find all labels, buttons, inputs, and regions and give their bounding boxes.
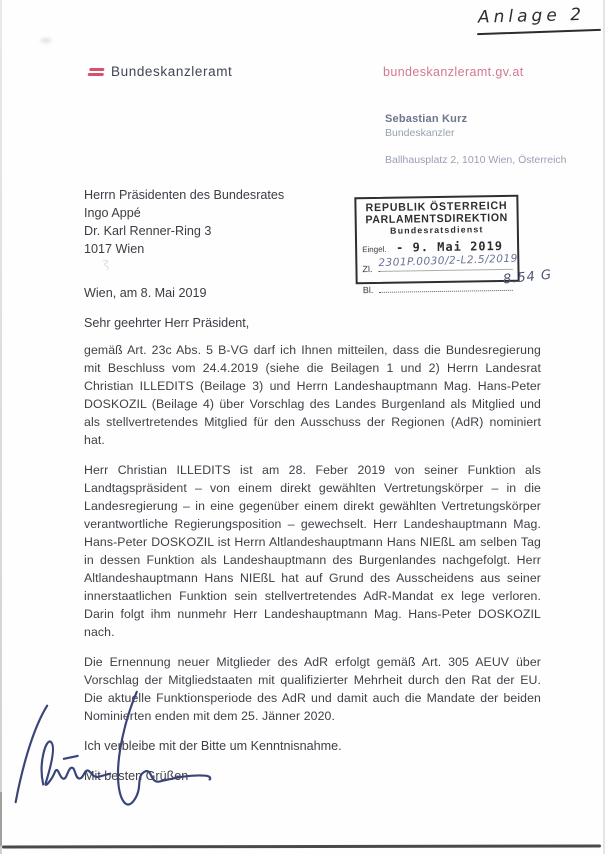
letter-paragraph: Herr Christian ILLEDITS ist am 28. Feber 2019 von seiner Funktion als Landtagspräsident – von einem direkt gewählten Vertretungskörper – in die Landesregierung – in eine gegenüber einem direkt gewählten Vertretungskörper verantwortliche Regierungsposition – gewechselt. Herr Landeshauptmann Mag. Hans-Peter DOSKOZIL ist Herrn Altlandeshauptmann Hans NIEßL am selben Tag in dessen Funktion als Landeshauptmann des Burgenlandes nachgefolgt. Herr Altlandeshauptmann Hans NIEßL hat auf Grund des Ausscheidens aus seiner innerstaatlichen Funktion sein stellvertretendes AdR-Mandat ex lege verloren. Darin folgt ihm nunmehr Herr Landeshauptmann Mag. Hans-Peter DOSKOZIL nach. xyxy=(84,463,541,639)
closing-request: Ich verbleibe mit der Bitte um Kenntnisnahme. xyxy=(84,739,342,753)
stamp-zl-label: Zl. xyxy=(362,264,373,275)
handwritten-underline xyxy=(477,29,601,35)
stamp-line3: Bundesratsdienst xyxy=(390,224,484,236)
stamp-received-date: - 9. Mai 2019 xyxy=(396,238,504,255)
sender-address: Ballhausplatz 2, 1010 Wien, Österreich xyxy=(385,154,567,166)
scan-smudge xyxy=(38,36,54,45)
austria-flag-bars-icon xyxy=(87,66,104,79)
sender-name: Sebastian Kurz xyxy=(385,113,468,125)
pencil-scribble xyxy=(100,258,112,274)
org-wordmark: Bundeskanzleramt xyxy=(111,64,233,79)
stamp-bl-dotline xyxy=(379,279,513,293)
handwritten-time-note: 8.54 G xyxy=(502,267,553,288)
recipient-block xyxy=(84,186,284,258)
handwritten-zl-number: 2301P.0030/2-L2.5/2019 xyxy=(378,252,518,270)
scan-edge-bottom xyxy=(2,844,601,848)
scan-edge-bottom-left xyxy=(0,792,2,846)
handwritten-annotation: Anlage 2 xyxy=(477,4,586,28)
website-text: bundeskanzleramt.gv.at xyxy=(383,65,524,79)
letter-salutation: Sehr geehrter Herr Präsident, xyxy=(84,316,250,330)
letter-paragraph: Die Ernennung neuer Mitglieder des AdR erfolgt gemäß Art. 305 AEUV über Vorschlag der Mitgliedstaaten mit qualifizierter Mehrheit durch den Rat der EU. Die aktuelle Funktionsperiode des AdR und damit auch die Mandate der beiden Nominierten enden mit dem 25. Jänner 2020. xyxy=(84,655,541,723)
stamp-bl-label: Bl. xyxy=(362,285,374,296)
sender-title: Bundeskanzler xyxy=(385,127,455,139)
stamp-received-label: Eingel. xyxy=(362,244,387,255)
stamp-line2: PARLAMENTSDIREKTION xyxy=(365,211,508,227)
scan-edge-left xyxy=(0,0,2,854)
recipient-line: 1017 Wien xyxy=(84,242,145,256)
sender-block xyxy=(385,112,567,167)
letter-dateline: Wien, am 8. Mai 2019 xyxy=(84,286,207,300)
stamp-zl-row xyxy=(357,252,518,275)
recipient-line: Ingo Appé xyxy=(84,206,141,220)
stamp-zl-dotline xyxy=(378,252,518,272)
closing-greeting: Mit besten Grüßen xyxy=(84,769,189,783)
recipient-line: Herrn Präsidenten des Bundesrates xyxy=(84,188,285,202)
letter-paragraph: gemäß Art. 23c Abs. 5 B-VG darf ich Ihnen mitteilen, dass die Bundesregierung mit Beschluss vom 24.4.2019 (siehe die Beilagen 1 und 2) Herrn Landesrat Christian ILLEDITS (Beilage 3) und Herrn Landeshauptmann Mag. Hans-Peter DOSKOZIL (Beilage 4) über Vorschlag des Landes Burgenland als Mitglied und als stellvertretendes Mitglied für den Ausschuss der Regionen (AdR) nominiert hat. xyxy=(84,343,541,447)
recipient-line: Dr. Karl Renner-Ring 3 xyxy=(84,224,212,238)
stamp-bl-row xyxy=(358,279,518,296)
receipt-stamp xyxy=(354,195,519,296)
signature xyxy=(6,686,236,814)
stamp-line1: REPUBLIK ÖSTERREICH xyxy=(365,199,508,215)
